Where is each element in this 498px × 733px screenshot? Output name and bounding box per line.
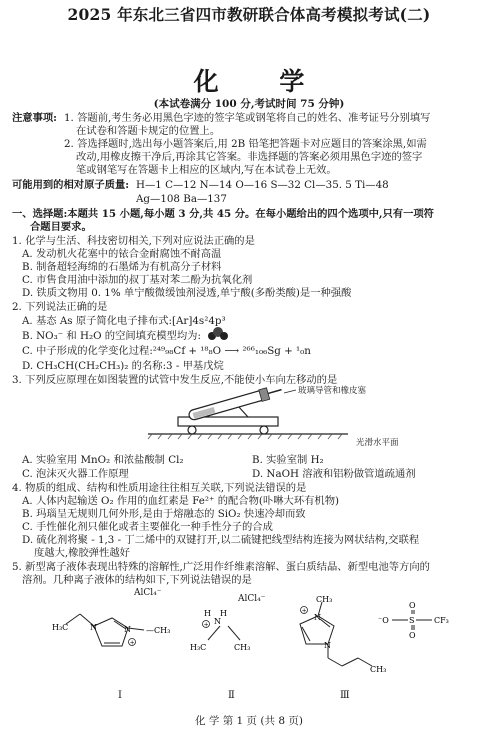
structure-2-anion: AlCl₄⁻ [238, 594, 266, 604]
page-footer: 化 学 第 1 页 (共 8 页) [195, 715, 303, 727]
svg-text:O: O [409, 631, 416, 640]
svg-text:+: + [129, 639, 135, 647]
q2-option-c-prefix: C. 中子形成的化学变化过程: [22, 345, 153, 357]
section-1-heading: 一、选择题:本题共 15 小题,每小题 3 分,共 45 分。在每小题给出的四个选项中,只有一项符 [12, 208, 434, 220]
note-1-line-1: 1. 答题前,考生务必用黑色字迹的签字笔或钢笔将自己的姓名、准考证号分别填写 [64, 112, 431, 124]
q2-option-a: A. 基态 As 原子简化电子排布式:[Ar]4s²4p³ [22, 315, 226, 327]
q4-option-c: C. 手性催化剂只催化或者主要催化一种手性分子的合成 [22, 521, 273, 533]
score-note: (本试卷满分 100 分,考试时间 75 分钟) [153, 98, 345, 110]
q2-option-d: D. CH₃CH(CH₂CH₃)₂ 的名称:3 - 甲基戊烷 [22, 360, 224, 372]
structure-1-imidazolium [50, 588, 180, 688]
atomic-mass-label: 可能用到的相对原子质量: [12, 179, 130, 191]
q2-option-c [22, 345, 311, 358]
q3-stem: 3. 下列反应原理在如图装置的试管中发生反应,不能使小车向左移动的是 [12, 374, 338, 386]
section-1-heading-cont: 合题目要求。 [30, 221, 92, 233]
q1-option-b: B. 制备超轻海绵的石墨烯为有机高分子材料 [22, 261, 222, 273]
note-2-line-3: 笔或钢笔写在答题卡上相应的区域内,写在本试卷上无效。 [76, 164, 337, 176]
structure-3-label: Ⅲ [340, 690, 350, 701]
svg-text:+: + [301, 607, 307, 615]
svg-text:N: N [90, 623, 97, 632]
q3-option-c: C. 泡沫灭火器工作原理 [22, 468, 129, 480]
structure-1-label: Ⅰ [118, 690, 122, 701]
svg-text:CH₃: CH₃ [316, 595, 333, 604]
svg-text:H₃C: H₃C [190, 643, 207, 652]
subject-title: 化 学 [193, 67, 331, 96]
tube-label: 玻璃导管和橡皮塞 [298, 386, 367, 396]
svg-text:N: N [324, 641, 331, 650]
svg-text:H₃C: H₃C [52, 623, 69, 632]
svg-text:+: + [203, 621, 209, 629]
exam-title: 2025 年东北三省四市教研联合体高考模拟考试(二) [67, 5, 431, 24]
structure-1-anion: AlCl₄⁻ [134, 588, 162, 598]
floor-label: 光滑水平面 [356, 438, 399, 448]
structure-3-triflate [282, 590, 492, 690]
note-2-line-2: 改动,用橡皮擦干净后,再涂其它答案。非选择题的答案必须用黑色字迹的签字 [76, 151, 423, 163]
svg-text:CH₃: CH₃ [370, 665, 387, 674]
svg-text:S: S [409, 616, 415, 625]
note-1-line-2: 在试卷和答题卡规定的位置上。 [76, 125, 221, 137]
note-2-line-1: 2. 答选择题时,选出每小题答案后,用 2B 铅笔把答题卡对应题目的答案涂黑,如需 [64, 138, 427, 150]
atomic-mass-line-2: Ag—108 Ba—137 [136, 193, 227, 205]
svg-text:N: N [214, 617, 221, 626]
svg-text:CH₃: CH₃ [234, 643, 251, 652]
q2-option-b: B. NO₃⁻ 和 H₂O 的空间填充模型均为: [22, 330, 201, 342]
svg-text:N: N [124, 625, 131, 634]
q2-stem: 2. 下列说法正确的是 [12, 301, 108, 313]
svg-text:⁻O: ⁻O [378, 616, 389, 625]
svg-text:O: O [409, 601, 416, 610]
svg-text:N: N [314, 613, 321, 622]
q5-stem-line-2: 溶剂。几种离子液体的结构如下,下列说法错误的是 [22, 574, 252, 586]
structure-2-label: Ⅱ [228, 690, 235, 701]
q3-option-a: A. 实验室用 MnO₂ 和浓盐酸制 Cl₂ [22, 454, 184, 466]
q4-stem: 4. 物质的组成、结构和性质用途往往相互关联,下列说法错误的是 [12, 482, 307, 494]
q1-option-d: D. 铁质文物用 0. 1% 单宁酸微缓蚀剂浸透,单宁酸(多酚类酸)是一种强酸 [22, 287, 352, 299]
q4-option-b: B. 玛瑙呈无规则几何外形,是由于熔融态的 SiO₂ 快速冷却而致 [22, 508, 306, 520]
q2-nuclear-equation: ²⁴⁹₉₈Cf + ¹⁸₈O ⟶ ²⁶⁶₁₀₆Sg + ¹₀n [152, 345, 311, 357]
space-filling-model-icon [206, 326, 230, 342]
q5-stem-line-1: 5. 新型离子液体表现出特殊的溶解性,广泛用作纤维素溶解、蛋白质结晶、新型电池等方向的 [12, 561, 430, 573]
q4-option-d-line-2: 度越大,橡胶弹性越好 [34, 547, 130, 559]
q1-stem: 1. 化学与生活、科技密切相关,下列对应说法正确的是 [12, 235, 255, 247]
q3-option-d: D. NaOH 溶液和铝粉做管道疏通剂 [252, 468, 416, 480]
notes-label: 注意事项: [12, 112, 57, 124]
structure-2-ammonium [190, 604, 270, 674]
svg-text:CF₃: CF₃ [434, 616, 449, 625]
q1-option-c: C. 市售食用油中添加的叔丁基对苯二酚为抗氧化剂 [22, 274, 253, 286]
q3-option-b: B. 实验室制 H₂ [252, 454, 324, 466]
svg-text:—CH₃: —CH₃ [146, 626, 171, 635]
q4-option-a: A. 人体内起输送 O₂ 作用的血红素是 Fe²⁺ 的配合物(卟啉大环有机物) [22, 495, 340, 507]
atomic-mass-line-1: H—1 C—12 N—14 O—16 S—32 Cl—35. 5 Ti—48 [136, 179, 389, 191]
q1-option-a: A. 发动机火花塞中的铱合金耐腐蚀不耐高温 [22, 248, 222, 260]
svg-text:H: H [220, 609, 227, 618]
q4-option-d-line-1: D. 硫化剂将聚 - 1,3 - 丁二烯中的双键打开,以二硫键把线型结构连接为网状结构,交联程 [22, 534, 420, 546]
svg-text:H: H [204, 609, 211, 618]
